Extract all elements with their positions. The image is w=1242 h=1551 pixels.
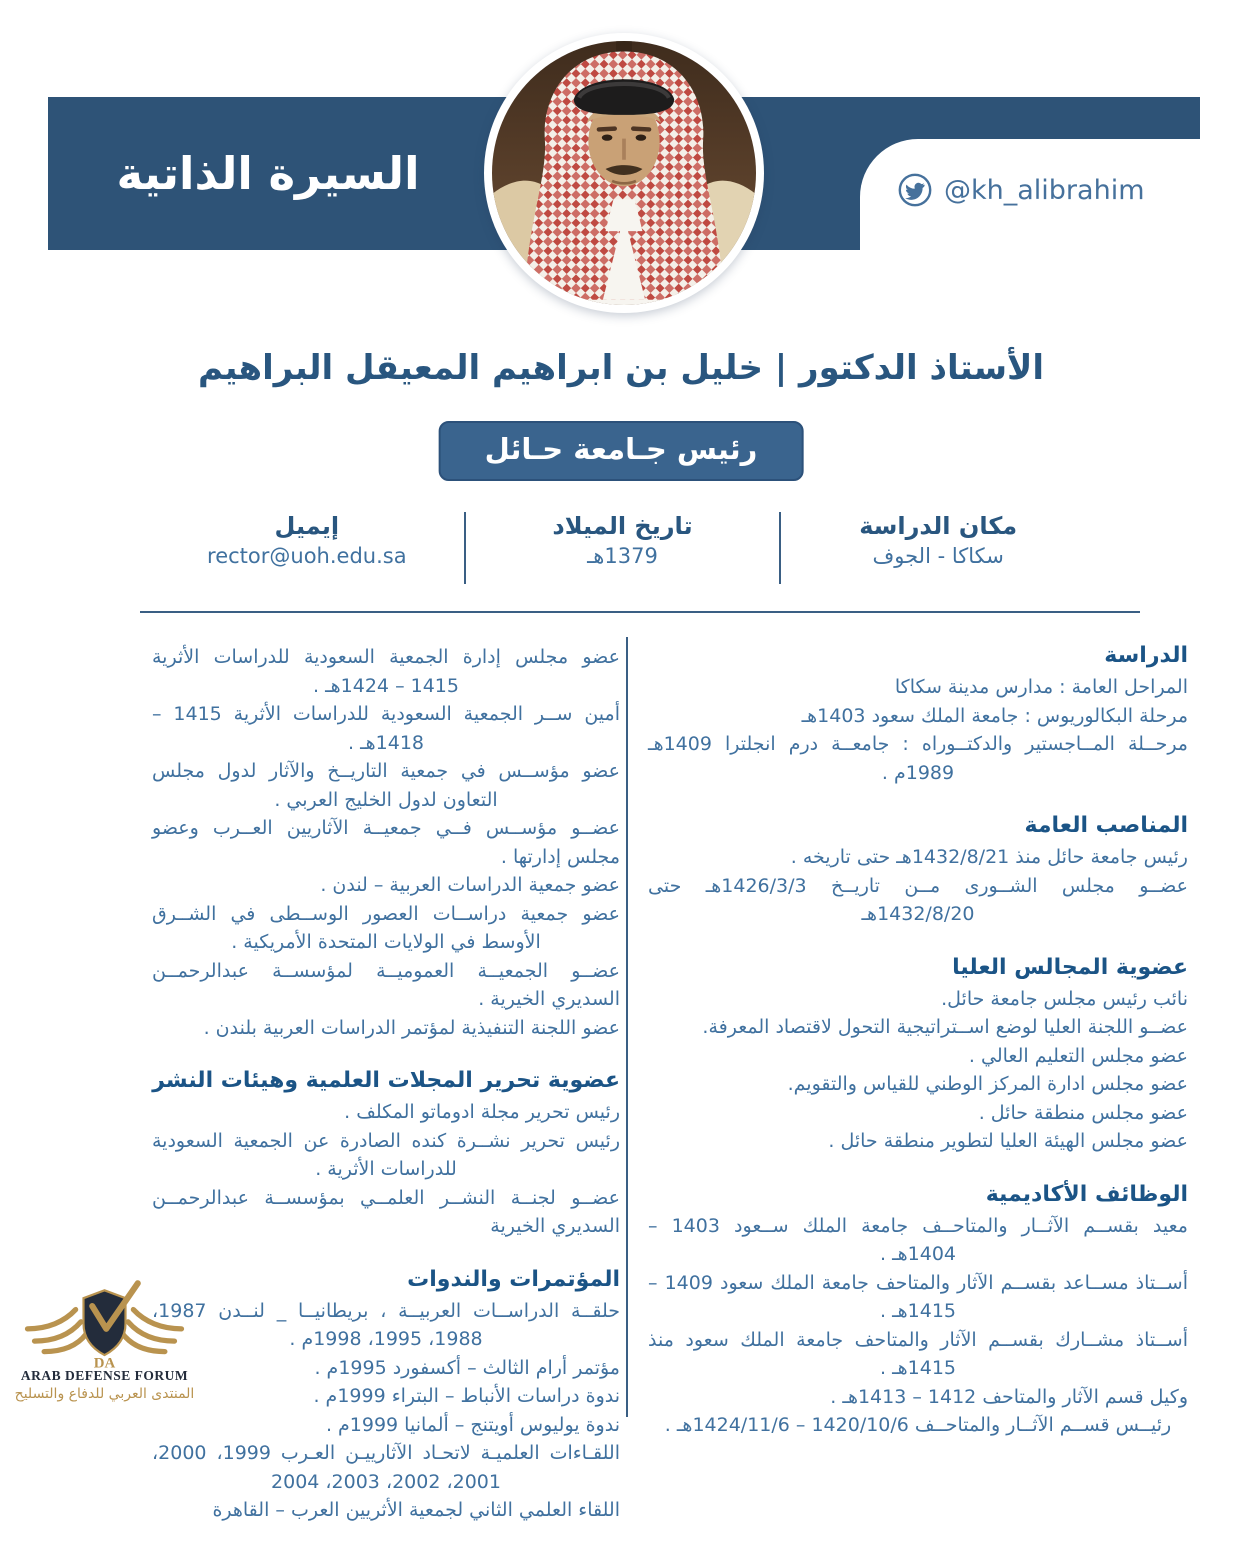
profile-photo xyxy=(484,33,764,313)
cv-item: رئيس تحرير نشــرة كنده الصادرة عن الجمعية السعودية للدراسات الأثرية . xyxy=(152,1129,620,1180)
watermark-name-ar: المنتدى العربي للدفاع والتسليح xyxy=(14,1386,195,1402)
info-separator xyxy=(779,512,781,584)
cv-item: رئيس جامعة حائل منذ 1432/8/21هـ حتى تاريخه . xyxy=(790,846,1188,868)
cv-item: رئيس تحرير مجلة ادوماتو المكلف . xyxy=(344,1101,620,1123)
cv-item: عضــو الجمعيــة العموميــة لمؤسســة عبدالرحمــن السديري الخيرية . xyxy=(152,959,620,1010)
email-value: rector@uoh.edu.sa xyxy=(207,544,407,568)
info-value: سكاكا - الجوف xyxy=(872,544,1004,568)
cv-section xyxy=(152,643,620,1042)
info-label: إيميل xyxy=(274,512,340,540)
cv-item: أمين ســر الجمعية السعودية للدراسات الأثرية 1415 – 1418هـ . xyxy=(152,703,620,754)
twitter-icon xyxy=(898,173,932,207)
twitter-handle-text: @kh_alibrahim xyxy=(944,174,1145,206)
cv-item: نائب رئيس مجلس جامعة حائل. xyxy=(941,987,1188,1010)
cv-section xyxy=(152,1068,620,1241)
cv-item: عضو مجلس إدارة الجمعية السعودية للدراسات الأثرية 1415 – 1424هـ . xyxy=(152,646,620,697)
cv-section xyxy=(648,1182,1188,1440)
cv-item: وكيل قسم الآثار والمتاحف 1412 – 1413هـ . xyxy=(830,1385,1188,1408)
info-separator xyxy=(464,512,466,584)
cv-item: حلقــة الدراســات العربيــة ، بريطانيــا _ لنــدن 1987، 1988، 1995، 1998م . xyxy=(152,1299,620,1350)
cv-item: اللقـاءات العلميـة لاتحـاد الآثارييـن العـرب 1999، 2000، 2001، 2002، 2003، 2004 xyxy=(152,1442,621,1493)
section-title: المؤتمرات والندوات xyxy=(407,1266,620,1292)
column-divider xyxy=(626,637,628,1417)
cv-item: أســتاذ مشــارك بقســم الآثار والمتاحف جامعة الملك سعود منذ 1415هـ . xyxy=(648,1328,1188,1379)
cv-item: عضو مجلس ادارة المركز الوطني للقياس والتقويم. xyxy=(787,1073,1188,1095)
horizontal-divider xyxy=(140,611,1140,613)
cv-section xyxy=(152,1267,620,1525)
info-birth-date xyxy=(466,508,780,588)
watermark-logo xyxy=(12,1278,197,1402)
cv-item: عضو جمعية دراســات العصور الوســطى في الشــرق الأوسط في الولايات المتحدة الأمريكية . xyxy=(152,902,620,953)
role-badge: رئيس جـامعة حـائل xyxy=(439,421,804,481)
cv-section xyxy=(648,813,1188,929)
cv-item: عضو مجلس التعليم العالي . xyxy=(968,1044,1188,1067)
person-name: الأستاذ الدكتور | خليل بن ابراهيم المعيقل البراهيم xyxy=(197,348,1044,388)
cv-item: أســتاذ مســاعد بقســم الآثار والمتاحف جامعة الملك سعود 1409 – 1415هـ . xyxy=(648,1271,1188,1322)
cv-item: عضــو لجنــة النشــر العلمــي بمؤسســة عبدالرحمــن السديري الخيرية xyxy=(152,1186,620,1237)
cv-item: عضــو مؤســس فــي جمعيــة الآثاريين العــرب وعضو مجلس إدارتها . xyxy=(152,817,620,868)
info-study-place xyxy=(781,508,1095,588)
cv-item: عضو مؤســس في جمعية التاريــخ والآثار لدول مجلس التعاون لدول الخليج العربي . xyxy=(152,760,620,811)
section-title: عضوية المجالس العليا xyxy=(952,954,1188,980)
cv-item: معيد بقســم الآثــار والمتاحــف جامعة الملك ســعود 1403 – 1404هـ . xyxy=(648,1214,1188,1265)
cv-item: مرحلة البكالوريوس : جامعة الملك سعود 1403هـ xyxy=(801,704,1188,727)
info-label: مكان الدراسة xyxy=(859,512,1018,540)
cv-item: عضــو مجلس الشــورى مــن تاريــخ 1426/3/3هـ حتى 1432/8/20هـ xyxy=(648,874,1188,925)
section-title: المناصب العامة xyxy=(1024,813,1188,838)
column-right xyxy=(648,643,1188,1466)
section-title: الدراسة xyxy=(1104,643,1188,668)
cv-item: عضو مجلس الهيئة العليا لتطوير منطقة حائل . xyxy=(828,1130,1188,1152)
cv-section xyxy=(648,955,1188,1156)
cv-item: ندوة دراسات الأنباط – البتراء 1999م . xyxy=(313,1385,620,1407)
cv-item: ندوة يوليوس أويتنج – ألمانيا 1999م . xyxy=(325,1413,620,1436)
info-label: تاريخ الميلاد xyxy=(552,512,693,540)
section-title: عضوية تحرير المجلات العلمية وهيئات النشر xyxy=(152,1068,620,1093)
info-email xyxy=(150,508,464,588)
cv-item: عضــو اللجنة العليا لوضع اســتراتيجية التحول لاقتصاد المعرفة. xyxy=(702,1016,1188,1038)
section-title: الوظائف الأكاديمية xyxy=(985,1181,1188,1207)
twitter-handle[interactable] xyxy=(898,164,1198,216)
cv-item: عضو اللجنة التنفيذية لمؤتمر الدراسات العربية بلندن . xyxy=(203,1016,620,1039)
cv-item: عضو جمعية الدراسات العربية – لندن . xyxy=(320,874,620,896)
cv-section xyxy=(648,643,1188,787)
cv-item: مرحــلة المــاجستير والدكتــوراه : جامعــة درم انجلترا 1409هـ 1989م . xyxy=(648,733,1188,784)
column-left xyxy=(152,643,620,1551)
cv-item: عضو مجلس منطقة حائل . xyxy=(978,1101,1188,1124)
info-bar xyxy=(150,508,1095,588)
cv-item: رئيــس قســم الآثــار والمتاحــف 1420/10/6 – 1424/11/6هـ . xyxy=(664,1414,1172,1436)
watermark-name-en: ARAB DEFENSE FORUM xyxy=(20,1368,189,1383)
profile-photo-image xyxy=(492,41,756,305)
info-value: 1379هـ xyxy=(587,544,658,568)
cv-item: المراحل العامة : مدارس مدينة سكاكا xyxy=(894,676,1188,698)
page-title: السيرة الذاتية xyxy=(116,147,420,200)
watermark-monogram: DA xyxy=(93,1355,116,1370)
cv-item: اللقاء العلمي الثاني لجمعية الأثريين العرب – القاهرة xyxy=(212,1499,620,1521)
cv-item: مؤتمر أرام الثالث – أكسفورد 1995م . xyxy=(314,1356,620,1379)
